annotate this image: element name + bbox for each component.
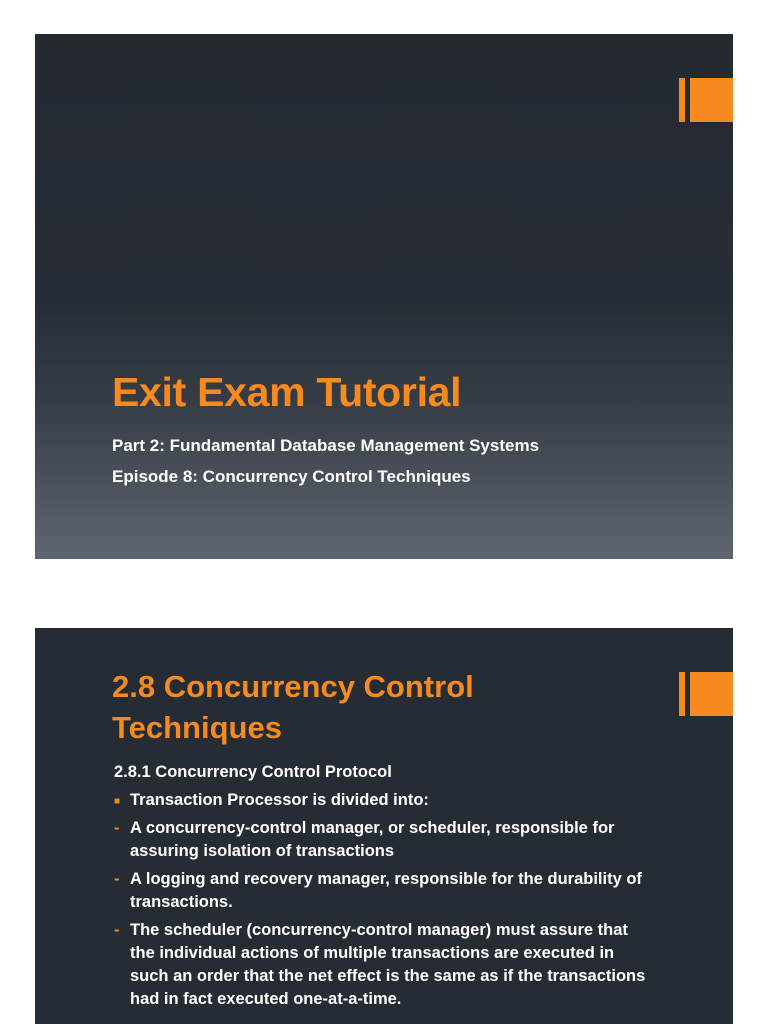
square-bullet-icon: ■ [114, 796, 121, 807]
dash-bullet-icon: - [114, 921, 120, 939]
accent-bars-decoration [679, 672, 733, 716]
bullet-text: Transaction Processor is divided into: [130, 791, 429, 809]
slide-title: Exit Exam Tutorial [112, 369, 462, 415]
bullet-item [114, 789, 654, 812]
accent-block [690, 78, 733, 122]
dash-bullet-icon: - [114, 819, 120, 837]
section-title-line1: 2.8 Concurrency Control [112, 669, 474, 704]
accent-thin-bar [679, 78, 685, 122]
accent-thin-bar [679, 672, 685, 716]
dash-item-text: A logging and recovery manager, responsible for the durability of transactions. [130, 870, 642, 911]
dash-item [114, 817, 654, 863]
dash-item-text: A concurrency-control manager, or scheduler, responsible for assuring isolation of transactions [130, 819, 615, 860]
accent-block [690, 672, 733, 716]
section-title [112, 666, 652, 748]
slide-subtitle-part: Part 2: Fundamental Database Management Systems [112, 436, 540, 455]
accent-bars-decoration [679, 78, 733, 122]
section-title-line2: Techniques [112, 710, 282, 745]
subsection-heading: 2.8.1 Concurrency Control Protocol [114, 763, 392, 781]
dash-bullet-icon: - [114, 870, 120, 888]
dash-item [114, 919, 654, 1011]
dash-item [114, 868, 654, 914]
title-slide [35, 34, 733, 559]
dash-item-text: The scheduler (concurrency-control manager) must assure that the individual actions of multiple transactions are executed in such an order that the net effect is the same as if the transactions had in fact executed one-at-a-time. [130, 921, 646, 1008]
slide-content [114, 761, 654, 1016]
slide-subtitle-episode: Episode 8: Concurrency Control Techniques [112, 467, 471, 486]
content-slide [35, 628, 733, 1024]
